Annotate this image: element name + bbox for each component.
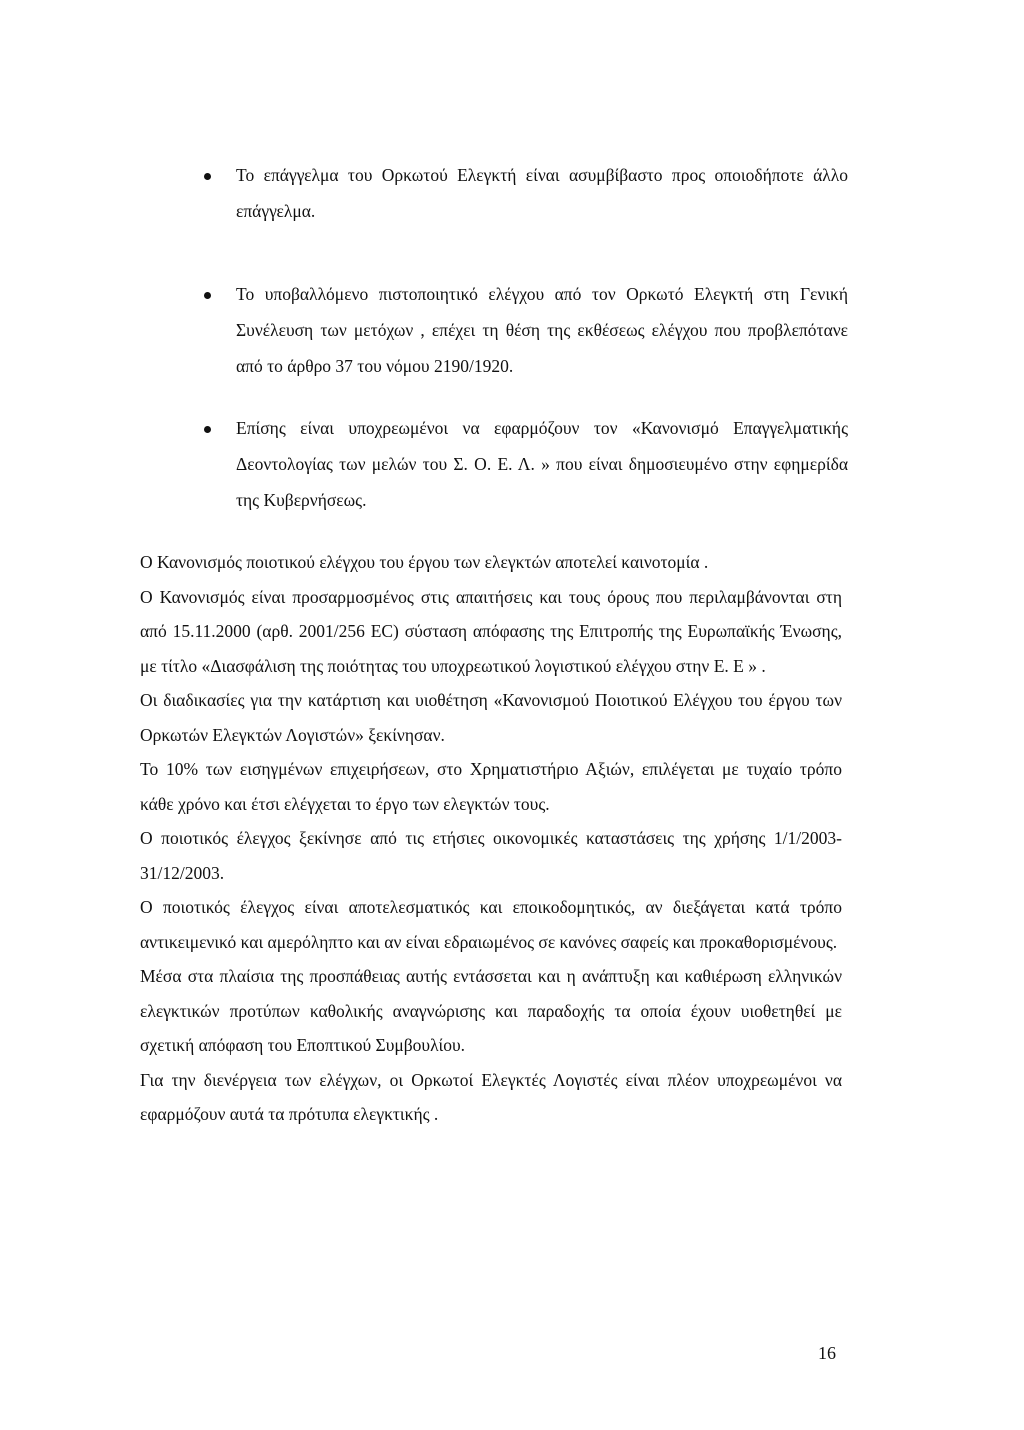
paragraph: Ο ποιοτικός έλεγχος ξεκίνησε από τις ετήσιες οικονομικές καταστάσεις της χρήσης 1/1/2003-31/12/2003. (140, 828, 842, 883)
paragraph: Μέσα στα πλαίσια της προσπάθειας αυτής εντάσσεται και η ανάπτυξη και καθιέρωση ελληνικών ελεγκτικών προτύπων καθολικής αναγνώρισης και παραδοχής τα οποία έχουν υιοθετηθεί με σχετική απόφαση του Εποπτικού Συμβουλίου. (140, 966, 842, 1055)
bullet-list (200, 276, 848, 384)
bullet-item (200, 276, 848, 384)
bullet-dot-icon (204, 426, 211, 433)
page-number: 16 (818, 1343, 836, 1363)
paragraph: Ο ποιοτικός έλεγχος είναι αποτελεσματικός και εποικοδομητικός, αν διεξάγεται κατά τρόπο αντικειμενικό και αμερόληπτο και αν είναι εδραιωμένος σε κανόνες σαφείς και προκαθορισμένους. (140, 897, 842, 952)
body-text (140, 545, 842, 1132)
bullet-text: Το υποβαλλόμενο πιστοποιητικό ελέγχου από τον Ορκωτό Ελεγκτή στη Γενική Συνέλευση των μετόχων , επέχει τη θέση της εκθέσεως ελέγχου που προβλεπότανε από το άρθρο 37 του νόμου 2190/1920. (236, 284, 848, 376)
bullet-item (200, 157, 848, 229)
bullet-list (200, 157, 848, 229)
paragraph: Για την διενέργεια των ελέγχων, οι Ορκωτοί Ελεγκτές Λογιστές είναι πλέον υποχρεωμένοι να εφαρμόζουν αυτά τα πρότυπα ελεγκτικής . (140, 1069, 842, 1124)
paragraph: Το 10% των εισηγμένων επιχειρήσεων, στο Χρηματιστήριο Αξιών, επιλέγεται με τυχαίο τρόπο κάθε χρόνο και έτσι ελέγχεται το έργο των ελεγκτών τους. (140, 759, 842, 814)
bullet-dot-icon (204, 173, 211, 180)
bullet-dot-icon (204, 292, 211, 299)
paragraph: Ο Κανονισμός ποιοτικού ελέγχου του έργου των ελεγκτών αποτελεί καινοτομία . (140, 552, 709, 572)
bullet-text: Το επάγγελμα του Ορκωτού Ελεγκτή είναι ασυμβίβαστο προς οποιοδήποτε άλλο επάγγελμα. (236, 165, 848, 221)
paragraph: Ο Κανονισμός είναι προσαρμοσμένος στις απαιτήσεις και τους όρους που περιλαμβάνονται στη από 15.11.2000 (αρθ. 2001/256 ΕC) σύσταση απόφασης της Επιτροπής της Ευρωπαϊκής Ένωσης, με τίτλο «Διασφάλιση της ποιότητας του υποχρεωτικού λογιστικού ελέγχου στην Ε. Ε » . (140, 586, 842, 676)
bullet-item (200, 410, 848, 518)
paragraph: Οι διαδικασίες για την κατάρτιση και υιοθέτηση «Κανονισμού Ποιοτικού Ελέγχου του έργου των Ορκωτών Ελεγκτών Λογιστών» ξεκίνησαν. (140, 690, 842, 745)
bullet-text: Επίσης είναι υποχρεωμένοι να εφαρμόζουν τον «Κανονισμό Επαγγελματικής Δεοντολογίας των μελών του Σ. Ο. Ε. Λ. » που είναι δημοσιευμένο στην εφημερίδα της Κυβερνήσεως. (236, 418, 848, 510)
bullet-list (200, 410, 848, 518)
